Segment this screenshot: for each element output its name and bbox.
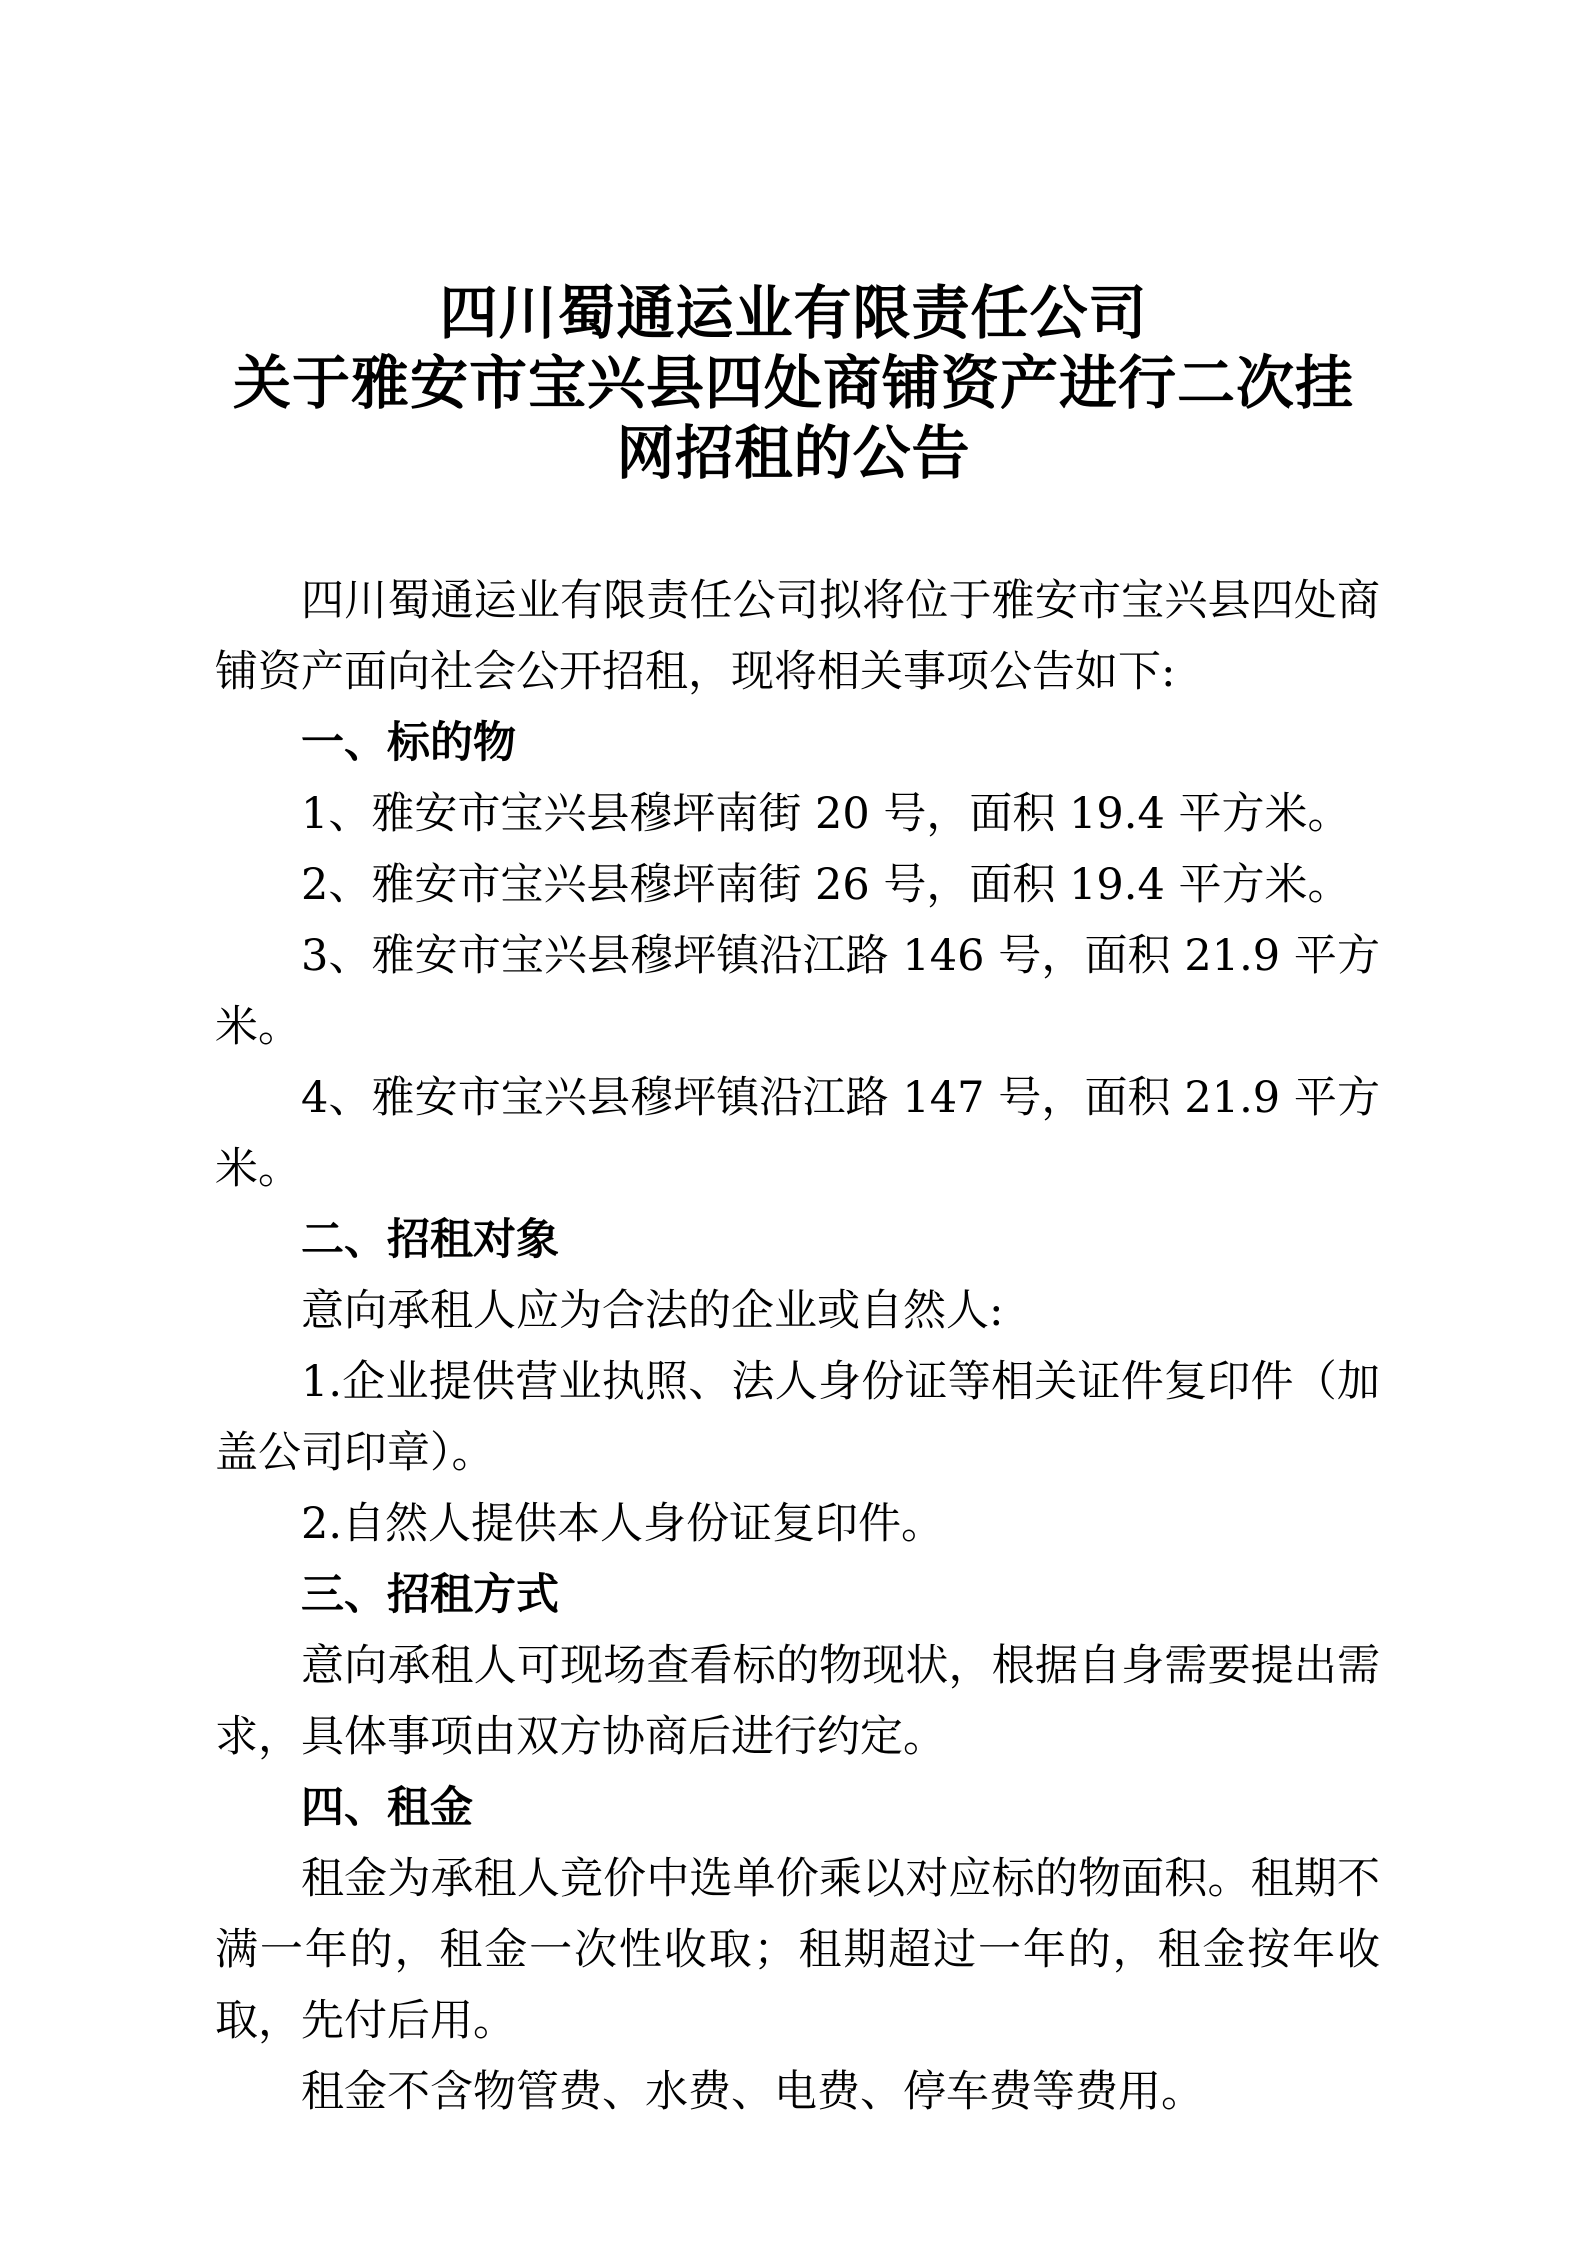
section-heading-lease-targets: 二、招租对象 — [301, 1215, 559, 1265]
subject-item-3: 3、雅安市宝兴县穆坪镇沿江路 146 号，面积 21.9 平方米。 — [215, 931, 1380, 1052]
lease-method-paragraph: 意向承租人可现场查看标的物现状，根据自身需要提出需求，具体事项由双方协商后进行约定。 — [215, 1641, 1380, 1762]
rent-paragraph-1: 租金为承租人竞价中选单价乘以对应标的物面积。租期不满一年的，租金一次性收取；租期超过一年的，租金按年收取，先付后用。 — [215, 1854, 1380, 2046]
lease-target-item-2: 2.自然人提供本人身份证复印件。 — [301, 1499, 945, 1549]
section-heading-subject-matter: 一、标的物 — [301, 718, 516, 768]
subject-item-1: 1、雅安市宝兴县穆坪南街 20 号，面积 19.4 平方米。 — [301, 789, 1351, 839]
document-title — [0, 0, 1587, 488]
subject-item-4: 4、雅安市宝兴县穆坪镇沿江路 147 号，面积 21.9 平方米。 — [215, 1073, 1380, 1194]
subject-item-2: 2、雅安市宝兴县穆坪南街 26 号，面积 19.4 平方米。 — [301, 860, 1351, 910]
document-body — [215, 566, 1380, 2128]
document-title-line-2: 关于雅安市宝兴县四处商铺资产进行二次挂 — [232, 349, 1354, 417]
lease-target-item-1: 1.企业提供营业执照、法人身份证等相关证件复印件（加盖公司印章）。 — [215, 1357, 1380, 1478]
rent-paragraph-2: 租金不含物管费、水费、电费、停车费等费用。 — [301, 2067, 1204, 2117]
document-title-line-3: 网招租的公告 — [616, 419, 971, 487]
lease-target-intro: 意向承租人应为合法的企业或自然人: — [301, 1286, 1004, 1336]
section-heading-lease-method: 三、招租方式 — [301, 1570, 559, 1620]
section-heading-rent: 四、租金 — [301, 1783, 473, 1833]
document-title-line-1: 四川蜀通运业有限责任公司 — [439, 279, 1148, 347]
intro-paragraph: 四川蜀通运业有限责任公司拟将位于雅安市宝兴县四处商铺资产面向社会公开招租，现将相关事项公告如下: — [215, 576, 1380, 697]
